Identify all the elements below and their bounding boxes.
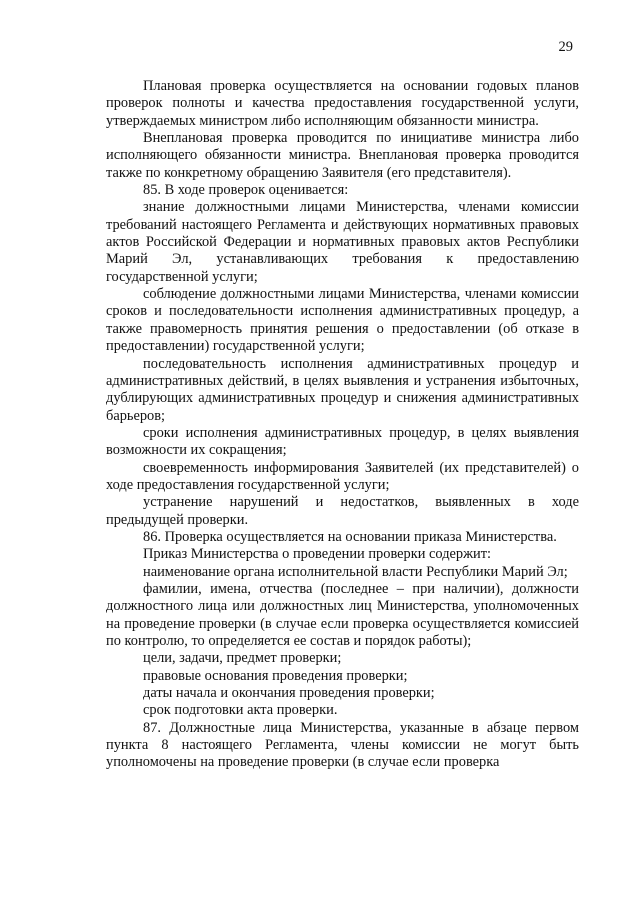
paragraph-85-heading: 85. В ходе проверок оценивается: xyxy=(143,182,349,199)
paragraph-87-heading: 87. Должностные лица Министерства, указанные в абзаце первом пункта 8 настоящего Регламента, члены комиссии не могут быть уполномочены на проведение проверки (в случае если проверка xyxy=(106,719,579,771)
paragraph-officials-names: фамилии, имена, отчества (последнее – при наличии), должности должностного лица или должностных лиц Министерства, уполномоченных на проведение проверки (в случае если проверка осуществляется комиссией по контролю, то определяется ее состав и порядок работы); xyxy=(106,580,579,649)
paragraph-goals: цели, задачи, предмет проверки; xyxy=(143,650,342,667)
paragraph-authority-name: наименование органа исполнительной власти Республики Марий Эл; xyxy=(143,563,568,580)
paragraph-compliance-deadlines: соблюдение должностными лицами Министерства, членами комиссии сроков и последовательности исполнения административных процедур, а также правомерность принятия решения о предоставлении (об отказе в предоставлении) государственной услуги; xyxy=(106,286,579,355)
paragraph-dates: даты начала и окончания проведения проверки; xyxy=(143,685,435,702)
paragraph-eliminating-violations: устранение нарушений и недостатков, выявленных в ходе предыдущей проверки. xyxy=(106,494,579,528)
paragraph-86-heading: 86. Проверка осуществляется на основании приказа Министерства. xyxy=(143,528,557,545)
paragraph-order-contents: Приказ Министерства о проведении проверки содержит: xyxy=(143,546,492,563)
paragraph-execution-terms: сроки исполнения административных процедур, в целях выявления возможности их сокращения; xyxy=(106,424,579,459)
paragraph-planned-inspection: Плановая проверка осуществляется на основании годовых планов проверок полноты и качества предоставления государственной услуги, утверждаемых министром либо исполняющим обязанности министра. xyxy=(106,78,579,129)
paragraph-act-deadline: срок подготовки акта проверки. xyxy=(143,702,338,719)
document-body xyxy=(106,78,579,772)
paragraph-legal-grounds: правовые основания проведения проверки; xyxy=(143,667,408,684)
paragraph-timely-informing: своевременность информирования Заявителей (их представителей) о ходе предоставления государственной услуги; xyxy=(106,459,579,493)
paragraph-sequence-procedures: последовательность исполнения административных процедур и административных действий, в целях выявления и устранения избыточных, дублирующих административных процедур и снижения административных барьеров; xyxy=(106,355,579,424)
paragraph-knowledge-requirements: знание должностными лицами Министерства, членами комиссии требований настоящего Регламента и действующих нормативных правовых актов Российской Федерации и нормативных правовых актов Республики Марий Эл, устанавливающих требования к предоставлению государственной услуги; xyxy=(106,199,579,285)
page-number: 29 xyxy=(558,39,573,55)
paragraph-unscheduled-inspection: Внеплановая проверка проводится по инициативе министра либо исполняющего обязанности министра. Внеплановая проверка проводится также по конкретному обращению Заявителя (его представителя). xyxy=(106,130,579,181)
